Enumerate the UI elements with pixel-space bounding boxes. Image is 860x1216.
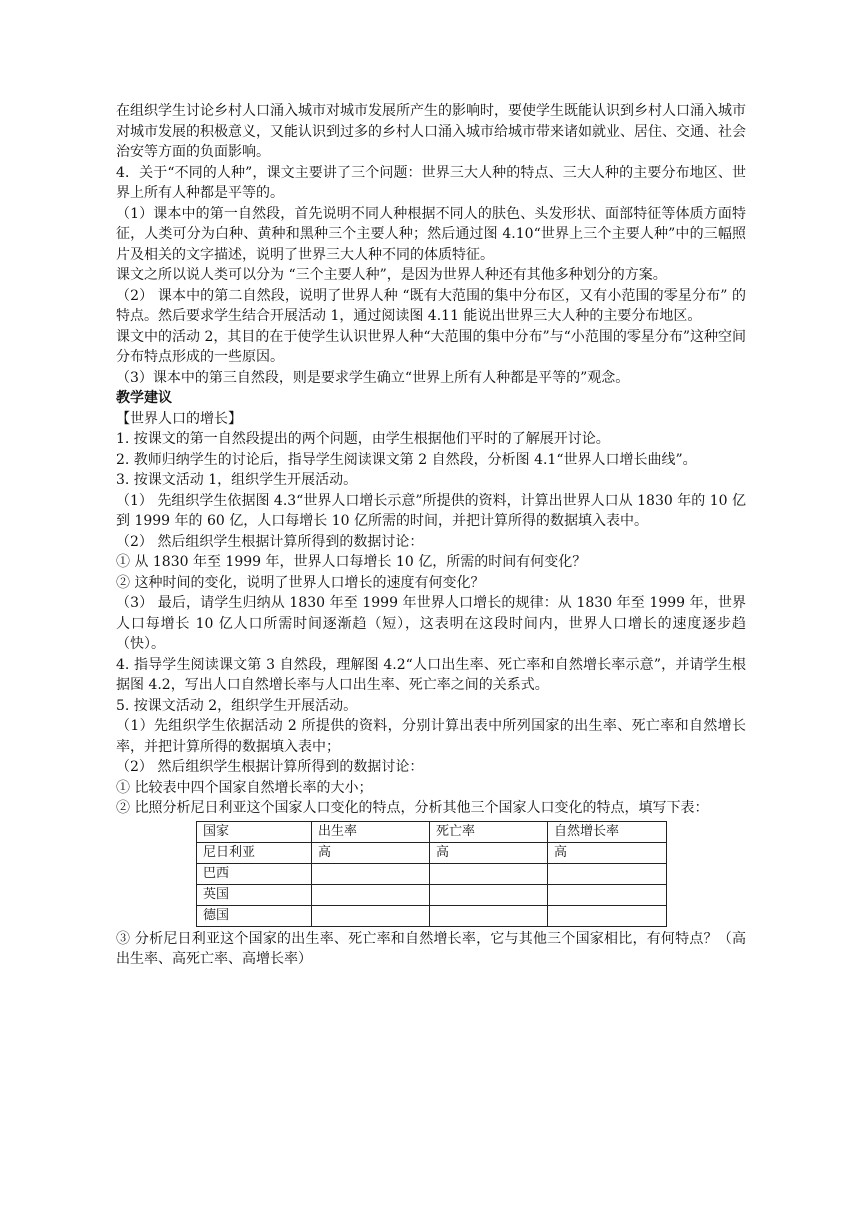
paragraph: 在组织学生讨论乡村人口涌入城市对城市发展所产生的影响时，要使学生既能认识到乡村人口涌入城市对城市发展的积极意义，又能认识到过多的乡村人口涌入城市给城市带来诸如就业、居住、交通、社会治安等方面的负面影响。	[116, 103, 746, 160]
paragraph: （1）先组织学生依据活动 2 所提供的资料，分别计算出表中所列国家的出生率、死亡率和自然增长率，并把计算所得的数据填入表中；	[116, 718, 746, 755]
paragraphs-top	[116, 101, 746, 388]
paragraph: （3） 最后，请学生归纳从 1830 年至 1999 年世界人口增长的规律：从 1830 年至 1999 年，世界人口每增长 10 亿人口所需时间逐渐趋（短），这表明在这段时间内，世界人口增长的速度逐步趋（快）。	[116, 595, 746, 652]
table-cell: 高	[430, 842, 548, 863]
paragraph: （3）课本中的第三自然段，则是要求学生确立“世界上所有人种都是平等的”观念。	[116, 369, 630, 386]
paragraph: 课文中的活动 2，其目的在于使学生认识世界人种“大范围的集中分布”与“小范围的零星分布”这种空间分布特点形成的一些原因。	[116, 328, 746, 365]
table-row	[197, 905, 667, 926]
paragraph: 4．关于“不同的人种”，课文主要讲了三个问题：世界三大人种的特点、三大人种的主要分布地区、世界上所有人种都是平等的。	[116, 164, 746, 201]
subsection-title: 【世界人口的增长】	[116, 410, 242, 427]
paragraph: 5. 按课文活动 2，组织学生开展活动。	[116, 697, 358, 714]
document-page	[116, 101, 746, 970]
paragraph: （1） 先组织学生依据图 4.3“世界人口增长示意”所提供的资料，计算出世界人口从 1830 年的 10 亿到 1999 年的 60 亿，人口每增长 10 亿所需的时间，并把计算所得的数据填入表中。	[116, 492, 746, 529]
paragraph: ① 从 1830 年至 1999 年，世界人口每增长 10 亿，所需的时间有何变化？	[116, 554, 587, 570]
table-header-cell: 出生率	[312, 821, 430, 842]
table-header-row	[197, 821, 667, 842]
paragraph: ③ 分析尼日利亚这个国家的出生率、死亡率和自然增长率，它与其他三个国家相比，有何特点？（高出生率、高死亡率、高增长率）	[116, 930, 746, 967]
paragraph: ② 这种时间的变化，说明了世界人口增长的速度有何变化？	[116, 574, 485, 591]
table-cell: 德国	[197, 905, 312, 926]
table-cell: 高	[548, 842, 667, 863]
table-header-cell: 死亡率	[430, 821, 548, 842]
paragraph: （2） 课本中的第二自然段，说明了世界人种 “既有大范围的集中分布区，又有小范围的零星分布” 的特点。然后要求学生结合开展活动 1，通过阅读图 4.11 能说出世界三大人种的主要分布地区。	[116, 287, 746, 324]
table-cell	[548, 863, 667, 884]
table-cell: 尼日利亚	[197, 842, 312, 863]
table-cell	[548, 884, 667, 905]
paragraphs-mid	[116, 409, 746, 819]
paragraph: ② 比照分析尼日利亚这个国家人口变化的特点，分析其他三个国家人口变化的特点，填写下表：	[116, 800, 709, 816]
table-cell	[430, 905, 548, 926]
table-cell: 高	[312, 842, 430, 863]
table-cell: 英国	[197, 884, 312, 905]
paragraph: 课文之所以说人类可以分为 “三个主要人种”，是因为世界人种还有其他多种划分的方案。	[116, 267, 667, 283]
table-cell	[312, 905, 430, 926]
paragraph: 4. 指导学生阅读课文第 3 自然段，理解图 4.2“人口出生率、死亡率和自然增长率示意”，并请学生根据图 4.2，写出人口自然增长率与人口出生率、死亡率之间的关系式。	[116, 656, 746, 693]
population-table	[196, 821, 667, 927]
paragraph: （2） 然后组织学生根据计算所得到的数据讨论：	[116, 533, 424, 550]
table-header-cell: 国家	[197, 821, 312, 842]
table-row	[197, 863, 667, 884]
table-cell	[430, 863, 548, 884]
table-cell	[430, 884, 548, 905]
paragraphs-bottom	[116, 929, 746, 970]
table-row	[197, 842, 667, 863]
paragraph: 1. 按课文的第一自然段提出的两个问题，由学生根据他们平时的了解展开讨论。	[116, 431, 610, 447]
table-header-cell: 自然增长率	[548, 821, 667, 842]
paragraph: 2. 教师归纳学生的讨论后，指导学生阅读课文第 2 自然段，分析图 4.1“世界人口增长曲线”。	[116, 451, 697, 468]
paragraph: （2） 然后组织学生根据计算所得到的数据讨论：	[116, 759, 424, 775]
table-cell	[312, 863, 430, 884]
table-cell	[548, 905, 667, 926]
paragraph: （1）课本中的第一自然段，首先说明不同人种根据不同人的肤色、头发形状、面部特征等体质方面特征，人类可分为白种、黄种和黑种三个主要人种；然后通过图 4.10“世界上三个主要人种”中的三幅照片及相关的文字描述，说明了世界三大人种不同的体质特征。	[116, 205, 746, 263]
table-cell: 巴西	[197, 863, 312, 884]
paragraph: 3. 按课文活动 1，组织学生开展活动。	[116, 472, 358, 488]
section-heading: 教学建议	[116, 390, 172, 406]
table-cell	[312, 884, 430, 905]
paragraph: ① 比较表中四个国家自然增长率的大小；	[116, 779, 373, 796]
table-row	[197, 884, 667, 905]
